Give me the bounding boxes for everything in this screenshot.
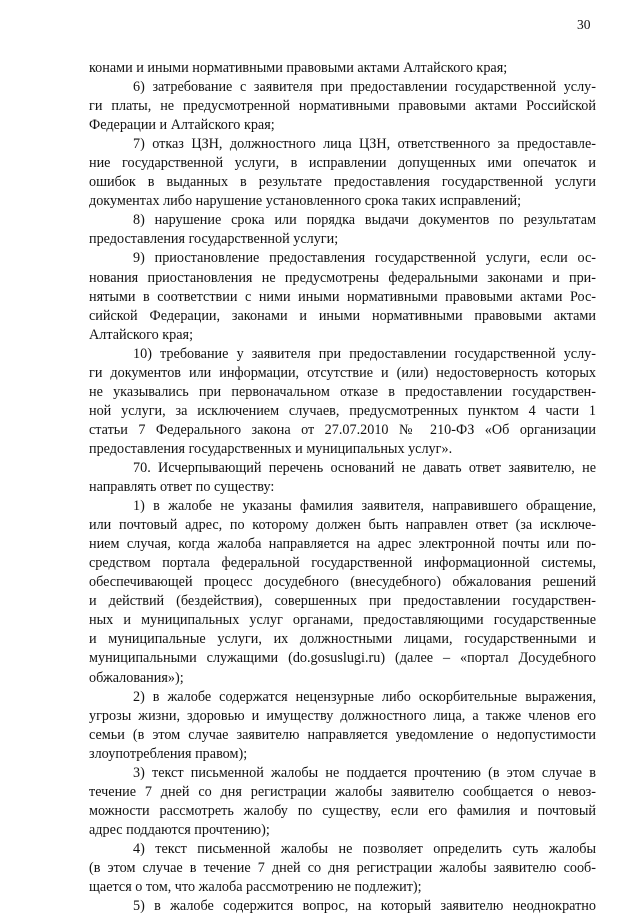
text-line: нятыми в соответствии с ними иными нормативными правовыми актами Рос-: [89, 288, 596, 305]
text-line: ной услуги, за исключением случаев, предусмотренных пунктом 4 части 1: [89, 402, 596, 419]
text-line: Федерации и Алтайского края;: [89, 117, 275, 134]
text-line: статьи 7 Федерального закона от 27.07.2010 № 210-ФЗ «Об организации: [89, 421, 596, 438]
text-line: ных и муниципальных услуг органами, предоставляющими государственные: [89, 612, 596, 629]
text-line: щается о том, что жалоба рассмотрению не подлежит);: [89, 879, 422, 896]
text-line: течение 7 дней со дня регистрации жалобы заявителю сообщается о невоз-: [89, 783, 596, 800]
text-line: обжалования»);: [89, 669, 184, 686]
text-line: конами и иными нормативными правовыми актами Алтайского края;: [89, 60, 508, 76]
text-line: 5) в жалобе содержится вопрос, на который заявителю неоднократно: [133, 898, 596, 915]
text-line: ние государственной услуги, в исправлении допущенных ими опечаток и: [89, 155, 596, 172]
text-line: 3) текст письменной жалобы не поддается прочтению (в этом случае в: [133, 764, 596, 781]
text-line: 1) в жалобе не указаны фамилия заявителя, направившего обращение,: [133, 498, 596, 515]
text-line: 10) требование у заявителя при предоставлении государственной услу-: [133, 345, 596, 362]
text-line: 2) в жалобе содержатся нецензурные либо оскорбительные выражения,: [133, 688, 596, 705]
text-line: нием случая, когда жалоба направляется на адрес электронной почты или по-: [89, 536, 596, 553]
text-line: 7) отказ ЦЗН, должностного лица ЦЗН, ответственного за предоставле-: [133, 136, 596, 153]
text-line: документах либо нарушение установленного срока таких исправлений;: [89, 193, 522, 210]
text-line: 6) затребование с заявителя при предоставлении государственной услу-: [133, 79, 596, 96]
text-line: и действий (бездействия), совершенных при предоставлении государствен-: [89, 593, 596, 610]
text-line: предоставления государственной услуги;: [89, 231, 339, 248]
page-number: 30: [577, 17, 591, 32]
text-line: направлять ответ по существу:: [89, 479, 275, 496]
text-line: средством портала федеральной государственной информационной системы,: [89, 555, 596, 572]
text-line: Алтайского края;: [89, 326, 194, 343]
text-line: угрозы жизни, здоровью и имуществу должностного лица, а также членов его: [89, 707, 596, 724]
text-line: 9) приостановление предоставления государственной услуги, если ос-: [133, 250, 596, 267]
text-line: можности рассмотреть жалобу по существу, если его фамилия и почтовый: [89, 802, 596, 819]
text-line: не указывались при первоначальном отказе в предоставлении государствен-: [89, 383, 596, 400]
document-body: [89, 59, 596, 916]
text-line: нования приостановления не предусмотрены федеральными законами и при-: [89, 269, 596, 286]
text-line: ошибок в выданных в результате предоставления государственной услуги: [89, 174, 596, 191]
text-line: и муниципальные услуги, их должностными лицами, государственными и: [89, 631, 596, 648]
text-line: адрес поддаются прочтению);: [89, 821, 270, 838]
text-line: ги документов или информации, отсутствие и (или) недостоверность которых: [89, 364, 596, 381]
text-line: (в этом случае в течение 7 дней со дня регистрации жалобы заявителю сооб-: [89, 859, 596, 876]
text-line: ги платы, не предусмотренной нормативными правовыми актами Российской: [89, 98, 596, 115]
text-line: 4) текст письменной жалобы не позволяет определить суть жалобы: [133, 840, 596, 857]
text-line: предоставления государственных и муниципальных услуг».: [89, 440, 453, 457]
text-line: злоупотребления правом);: [89, 745, 248, 762]
text-line: муниципальными служащими (do.gosuslugi.ru) (далее – «портал Досудебного: [89, 650, 596, 667]
text-line: 70. Исчерпывающий перечень оснований не давать ответ заявителю, не: [133, 459, 596, 476]
text-line: или почтовый адрес, по которому должен быть направлен ответ (за исключе-: [89, 517, 596, 534]
text-line: 8) нарушение срока или порядка выдачи документов по результатам: [133, 212, 596, 229]
text-line: сийской Федерации, законами и иными нормативными правовыми актами: [89, 307, 596, 324]
text-line: семьи (в этом случае заявителю направляется уведомление о недопустимости: [89, 726, 596, 743]
text-line: обеспечивающей процесс досудебного (внесудебного) обжалования решений: [89, 574, 596, 591]
